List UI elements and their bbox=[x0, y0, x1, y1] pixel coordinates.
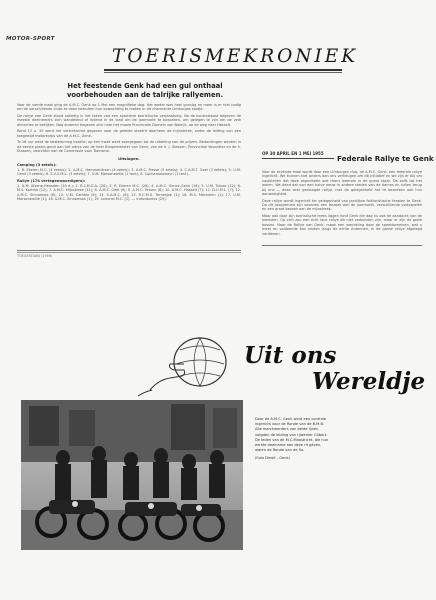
column-footnote: TOEGESTAAN (1956) bbox=[17, 254, 53, 258]
column-bottom-rule bbox=[17, 250, 241, 251]
rallye-bottom-rule bbox=[262, 245, 422, 246]
rallye-paragraph: Maar ook door zijn toeristische reeks liggen rond Genk die dag nu ook de aandacht van de toeristen. Op zich zou een echt leuk rallye dit niet verbonden zijn, maar er zijn de grote bossen. Naar de Rallye van Genk, maak een wandeling door de speeldomeinen, wat u meer en voldoende kan vinden langs de echte Ardennen, in de ganse rallye afgelegd verdienen. bbox=[262, 214, 422, 236]
title-underline bbox=[104, 69, 342, 71]
body-paragraph: De rallye van Genk stond volledig in het teken van een sportieve toeristische verplaatsing. Na de kontrolepost begeven de meeste deelnemers zich wandelend of rijdend in de stad om de jaarmarkt te bezoeken, om gelegen te zijn om de vele attracties te bekijken. Nog anderen begeven zich naar het mooie Provinciale Domein van Bokrijk, op de weg naar Hasselt. bbox=[17, 114, 241, 127]
photo-caption-text: Door de A.M.C. Genk werd een controle ingericht voor de Ronde van de B.M.B. Alle marchwerders van beide lijnen volgden de leiding van rijwerker Gilbert. De leden van de M.C.Maastricht, die hun eerste deelname aan deze rit gaven, waren de Ronde van de Sa. bbox=[255, 417, 329, 453]
motorcycle-group-photo bbox=[21, 400, 243, 550]
body-paragraph: Te 16 uur werd de bestemming bereikt; op een kwak werd overgegaan tot de uitdeling van de prijzen. Bedankingen werden in de eerste plaats geuit aan het adres van de heer Burgemeester van Genk, van de h. J. Stassen, Provinciaal Voorzitter en de h. Stassen, voorzitter van de Commissie voor Toerisme. bbox=[17, 140, 241, 154]
photo-illustration bbox=[21, 400, 243, 550]
article-body bbox=[17, 103, 241, 204]
rallye-article bbox=[262, 170, 422, 238]
rallye-results: 1. U.M. Alsene-Heusden (39 d.); 2. R.L.M.G.A. (26); 3. R. Ekeren M.C. (26); 4. A.M.C. Genck-Genk (16); 5. U.M. Tubize (12); 6. M.S. Kortrijk (12); 7. A.M.C. Mijnstreek (11); 8. A.M.C. Geel (9); 9. A.M.C. Tessen (8); 10. A.M.C. Hasselt (7); 11. D.U.M.L. (7); 12. A.M.C. Sinnamoia (6); 13. U.M. Camblo (6); 14. S.A.M.C. (6); 15. R.C.M.U. Ternesjoe (1); 16. M.S. Mechelen (1); 17. U.M. Marsenewille (1); 18. A.M.C. Sinnamoia (1); 19. Lommel M.C. (1). — Individueles (29). bbox=[17, 183, 241, 202]
results-heading: Uitslagen. bbox=[118, 155, 140, 161]
camping-results: 1. R. Ekeren M.C. (4 zetels); 2. A.M.C. Hemmeniksen (4 zetels); 3. A.M.C. Fiesse (3 zetels); 4. C.A.M.T. Geel (3 zetels); 5. U.M. Genk (3 zetels); 6. S.V.U.M.L. (3 zetels); 7. U.M. Marsenewille (1 tent); 8. Cochamoloweyn (1 tent). bbox=[17, 167, 241, 177]
rallye-heading: Rallye (174 vertegenwoordigers): bbox=[17, 178, 86, 183]
section-title: TOERISMEKRONIEK bbox=[112, 46, 359, 67]
rallye-paragraph: Deze rallye wordt ingericht ter gelegenheid van jaarlijkse folkloristische feesten te Genk. Op dit programma zijn voorzien een bezoek aan de jaarmarkt, verschillende volksspelen en een groot bezoek aan de mijnstreek. bbox=[262, 198, 422, 212]
masthead: MOTOR-SPORT bbox=[6, 36, 55, 42]
photo-caption bbox=[255, 417, 331, 462]
rallye-date: OP 30 APRIL EN 1 MEI 1955 bbox=[262, 151, 324, 156]
rallye-paragraph: Voor de zevende maal wordt door een Limburgse club, de A.M.C. Genk, een federale rallye ingericht. We kunnen niet anders dan ons verheugen om dit initiatief en we zijn er blij om vaststellen dat deze organisatie ook thans weerom in de gunst staat. De zelfs tot het waren. We deed dat van een halve eeuw in andere steden van de dames en zullen terug bij ons — deze zeer geslaagde rallye, met de gelegenheid het te bezoeken ook hun aanwezigheid. bbox=[262, 170, 422, 197]
title-underline-thin bbox=[104, 72, 342, 73]
camping-heading: Camping (3 zetels): bbox=[17, 162, 57, 167]
column-title-wereldje: Wereldje bbox=[312, 368, 426, 395]
photo-credit: (Foto Dewit - Genk) bbox=[255, 456, 290, 461]
globe-hand-sketch bbox=[130, 320, 250, 398]
column-bottom-rule-thin bbox=[17, 252, 241, 253]
rallye-headline: Federale Rallye te Genk bbox=[337, 154, 434, 163]
article-headline: Het feestende Genk had een gul onthaal voorbehouden aan de talrijke rallyemen. bbox=[66, 82, 224, 99]
body-paragraph: Voor de vierde maal ging de A.M.C. Genk op 1 Mei een magnifieke dag. Het weder was heel gunstig en meer is er niet nodig om de verschillende clubs te doen besluiten hun opwachting te maken in dit charmante Limburgse stadje. bbox=[17, 103, 241, 112]
date-rule bbox=[262, 158, 334, 159]
column-title-uit-ons: Uit ons bbox=[244, 342, 337, 369]
body-paragraph: Rond 12 u. 30 werd het vertrekschot gegeven voor de geleide stoetrit doorheen de mijnstreek, onder de leiding van een toegewijd motorkorps van de A.M.C. Genk. bbox=[17, 129, 241, 138]
